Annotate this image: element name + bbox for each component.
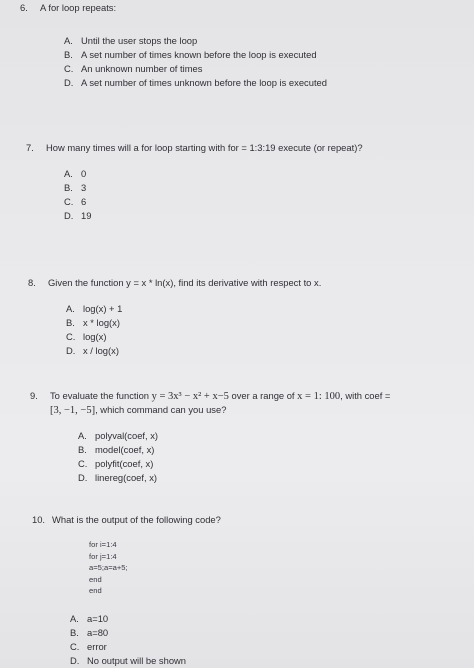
question-9-options [78,429,158,485]
option-c[interactable]: C. An unknown number of times [64,63,203,74]
question-number: 10. [32,514,46,525]
question-text-part: , with coef = [340,390,391,401]
function-expression: y = 3x³ − x² + x−5 [151,391,229,402]
option-d[interactable]: D. A set number of times unknown before the loop is executed [64,77,327,88]
question-9 [30,389,390,417]
question-10 [32,513,221,526]
code-snippet [89,539,128,597]
question-text-part: , which command can you use? [95,404,227,415]
code-line: end [89,574,102,584]
code-line: for i=1:4 [89,540,117,549]
question-10-options [70,612,186,668]
question-7 [26,141,363,154]
option-a[interactable]: A. 0 [64,168,87,179]
question-8-options [66,302,122,358]
option-c[interactable]: C. polyfit(coef, x) [78,458,154,469]
question-text-part: over a range of [228,390,298,401]
question-text: A for loop repeats: [40,2,117,13]
range-expression: x = 1: 100 [297,391,341,402]
option-b[interactable]: B. A set number of times known before the loop is executed [64,49,317,60]
code-line: a=5;a=a+5; [89,563,128,572]
option-a[interactable]: A. log(x) + 1 [66,303,123,314]
question-text: What is the output of the following code? [52,514,221,525]
question-number: 7. [26,142,34,153]
question-text-part: To evaluate the function [50,390,152,401]
question-text: Given the function y = x * ln(x), find its derivative with respect to x. [48,277,322,288]
option-c[interactable]: C. log(x) [66,331,107,342]
code-line: end [89,586,102,595]
option-d[interactable]: D. No output will be shown [70,655,187,666]
option-a[interactable]: A. Until the user stops the loop [64,35,198,46]
code-line: for j=1:4 [89,551,117,561]
option-d[interactable]: D. x / log(x) [66,345,119,356]
question-number: 6. [20,2,28,13]
option-b[interactable]: B. x * log(x) [66,317,120,328]
question-number: 8. [28,277,36,288]
option-d[interactable]: D. 19 [64,210,92,221]
option-b[interactable]: B. 3 [64,182,87,193]
option-b[interactable]: B. a=80 [70,627,109,638]
coef-vector: [3, −1, −5] [50,405,96,416]
question-number: 9. [30,390,38,401]
option-a[interactable]: A. a=10 [70,613,109,624]
option-b[interactable]: B. model(coef, x) [78,444,155,455]
question-7-options [64,167,91,223]
option-d[interactable]: D. linereg(coef, x) [78,472,158,483]
question-8 [28,276,321,289]
option-a[interactable]: A. polyval(coef, x) [78,430,159,441]
option-c[interactable]: C. 6 [64,196,87,207]
option-c[interactable]: C. error [70,641,107,652]
question-text: How many times will a for loop starting with for = 1:3:19 execute (or repeat)? [46,142,363,153]
question-6-options [64,34,327,90]
question-6 [20,1,116,14]
